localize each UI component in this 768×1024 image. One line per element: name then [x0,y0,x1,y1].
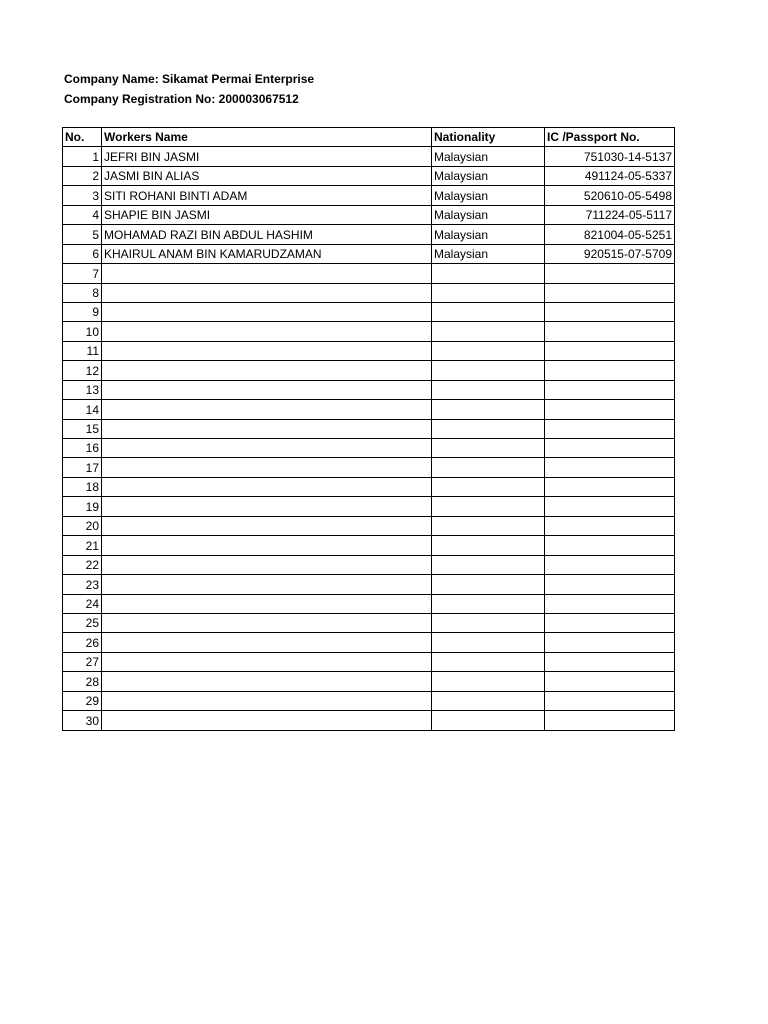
nationality-cell [432,419,545,438]
table-row [63,711,675,730]
row-number-cell: 21 [63,536,102,555]
ic-passport-cell [545,458,675,477]
nationality-cell [432,283,545,302]
table-row [63,341,675,360]
ic-passport-cell [545,516,675,535]
ic-passport-cell [545,536,675,555]
nationality-cell [432,322,545,341]
nationality-cell [432,536,545,555]
row-number-cell: 22 [63,555,102,574]
table-row [63,400,675,419]
row-number-cell: 12 [63,361,102,380]
ic-passport-cell: 491124-05-5337 [545,166,675,185]
table-row [63,419,675,438]
row-number-cell: 6 [63,244,102,263]
row-number-cell: 23 [63,575,102,594]
nationality-cell: Malaysian [432,147,545,166]
row-number-cell: 27 [63,652,102,671]
table-row [63,361,675,380]
workers-table [62,127,675,731]
row-number-cell: 17 [63,458,102,477]
row-number-cell: 3 [63,186,102,205]
ic-passport-cell [545,341,675,360]
nationality-cell [432,341,545,360]
table-row [63,458,675,477]
row-number-cell: 20 [63,516,102,535]
ic-passport-cell [545,672,675,691]
ic-passport-cell [545,555,675,574]
worker-name-cell [102,516,432,535]
row-number-cell: 26 [63,633,102,652]
worker-name-cell [102,264,432,283]
column-header-workers-name: Workers Name [102,128,432,147]
table-row [63,166,675,185]
ic-passport-cell [545,380,675,399]
table-row [63,283,675,302]
table-header-row [63,128,675,147]
ic-passport-cell [545,283,675,302]
worker-name-cell: JASMI BIN ALIAS [102,166,432,185]
table-row [63,439,675,458]
ic-passport-cell [545,613,675,632]
ic-passport-cell [545,594,675,613]
row-number-cell: 16 [63,439,102,458]
worker-name-cell [102,477,432,496]
table-row [63,380,675,399]
worker-name-cell: KHAIRUL ANAM BIN KAMARUDZAMAN [102,244,432,263]
row-number-cell: 30 [63,711,102,730]
nationality-cell [432,672,545,691]
table-row [63,205,675,224]
worker-name-cell [102,302,432,321]
ic-passport-cell [545,361,675,380]
nationality-cell [432,400,545,419]
row-number-cell: 8 [63,283,102,302]
worker-name-cell [102,341,432,360]
nationality-cell [432,380,545,399]
nationality-cell [432,361,545,380]
worker-name-cell: SHAPIE BIN JASMI [102,205,432,224]
ic-passport-cell [545,575,675,594]
row-number-cell: 24 [63,594,102,613]
ic-passport-cell: 751030-14-5137 [545,147,675,166]
table-row [63,536,675,555]
worker-name-cell [102,672,432,691]
worker-name-cell [102,633,432,652]
row-number-cell: 13 [63,380,102,399]
nationality-cell [432,594,545,613]
worker-name-cell [102,400,432,419]
row-number-cell: 11 [63,341,102,360]
worker-name-cell [102,380,432,399]
nationality-cell [432,497,545,516]
ic-passport-cell [545,302,675,321]
worker-name-cell [102,458,432,477]
worker-name-cell [102,613,432,632]
table-row [63,186,675,205]
ic-passport-cell [545,264,675,283]
ic-passport-cell: 711224-05-5117 [545,205,675,224]
nationality-cell [432,711,545,730]
ic-passport-cell [545,633,675,652]
table-row [63,497,675,516]
nationality-cell [432,477,545,496]
table-row [63,672,675,691]
ic-passport-cell [545,477,675,496]
row-number-cell: 18 [63,477,102,496]
table-row [63,225,675,244]
row-number-cell: 5 [63,225,102,244]
table-row [63,264,675,283]
ic-passport-cell [545,691,675,710]
table-row [63,244,675,263]
column-header-nationality: Nationality [432,128,545,147]
ic-passport-cell [545,322,675,341]
company-name: Company Name: Sikamat Permai Enterprise [64,72,315,86]
nationality-cell [432,613,545,632]
worker-name-cell [102,419,432,438]
worker-name-cell: SITI ROHANI BINTI ADAM [102,186,432,205]
worker-name-cell [102,555,432,574]
table-row [63,555,675,574]
table-row [63,575,675,594]
worker-name-cell [102,652,432,671]
worker-name-cell [102,711,432,730]
nationality-cell [432,439,545,458]
nationality-cell [432,691,545,710]
worker-name-cell [102,497,432,516]
row-number-cell: 2 [63,166,102,185]
row-number-cell: 10 [63,322,102,341]
row-number-cell: 4 [63,205,102,224]
nationality-cell [432,575,545,594]
row-number-cell: 28 [63,672,102,691]
row-number-cell: 29 [63,691,102,710]
ic-passport-cell: 520610-05-5498 [545,186,675,205]
worker-name-cell [102,575,432,594]
worker-name-cell: JEFRI BIN JASMI [102,147,432,166]
nationality-cell [432,264,545,283]
ic-passport-cell: 821004-05-5251 [545,225,675,244]
nationality-cell: Malaysian [432,205,545,224]
worker-name-cell [102,594,432,613]
row-number-cell: 7 [63,264,102,283]
ic-passport-cell [545,711,675,730]
table-row [63,302,675,321]
table-row [63,652,675,671]
row-number-cell: 15 [63,419,102,438]
table-row [63,691,675,710]
table-row [63,594,675,613]
ic-passport-cell: 920515-07-5709 [545,244,675,263]
column-header-ic-passport: IC /Passport No. [545,128,675,147]
nationality-cell [432,516,545,535]
table-row [63,147,675,166]
row-number-cell: 19 [63,497,102,516]
table-row [63,477,675,496]
company-header [64,69,314,109]
row-number-cell: 1 [63,147,102,166]
worker-name-cell [102,322,432,341]
column-header-no: No. [63,128,102,147]
ic-passport-cell [545,419,675,438]
table-row [63,613,675,632]
worker-name-cell: MOHAMAD RAZI BIN ABDUL HASHIM [102,225,432,244]
nationality-cell: Malaysian [432,186,545,205]
nationality-cell [432,458,545,477]
row-number-cell: 9 [63,302,102,321]
ic-passport-cell [545,400,675,419]
nationality-cell [432,302,545,321]
table-body [63,147,675,730]
nationality-cell: Malaysian [432,225,545,244]
table-row [63,516,675,535]
ic-passport-cell [545,439,675,458]
worker-name-cell [102,536,432,555]
nationality-cell: Malaysian [432,166,545,185]
worker-name-cell [102,439,432,458]
nationality-cell [432,633,545,652]
company-registration: Company Registration No: 200003067512 [64,92,299,106]
row-number-cell: 25 [63,613,102,632]
worker-name-cell [102,283,432,302]
table-row [63,322,675,341]
worker-name-cell [102,691,432,710]
row-number-cell: 14 [63,400,102,419]
table-row [63,633,675,652]
ic-passport-cell [545,497,675,516]
nationality-cell [432,652,545,671]
nationality-cell: Malaysian [432,244,545,263]
ic-passport-cell [545,652,675,671]
worker-name-cell [102,361,432,380]
nationality-cell [432,555,545,574]
